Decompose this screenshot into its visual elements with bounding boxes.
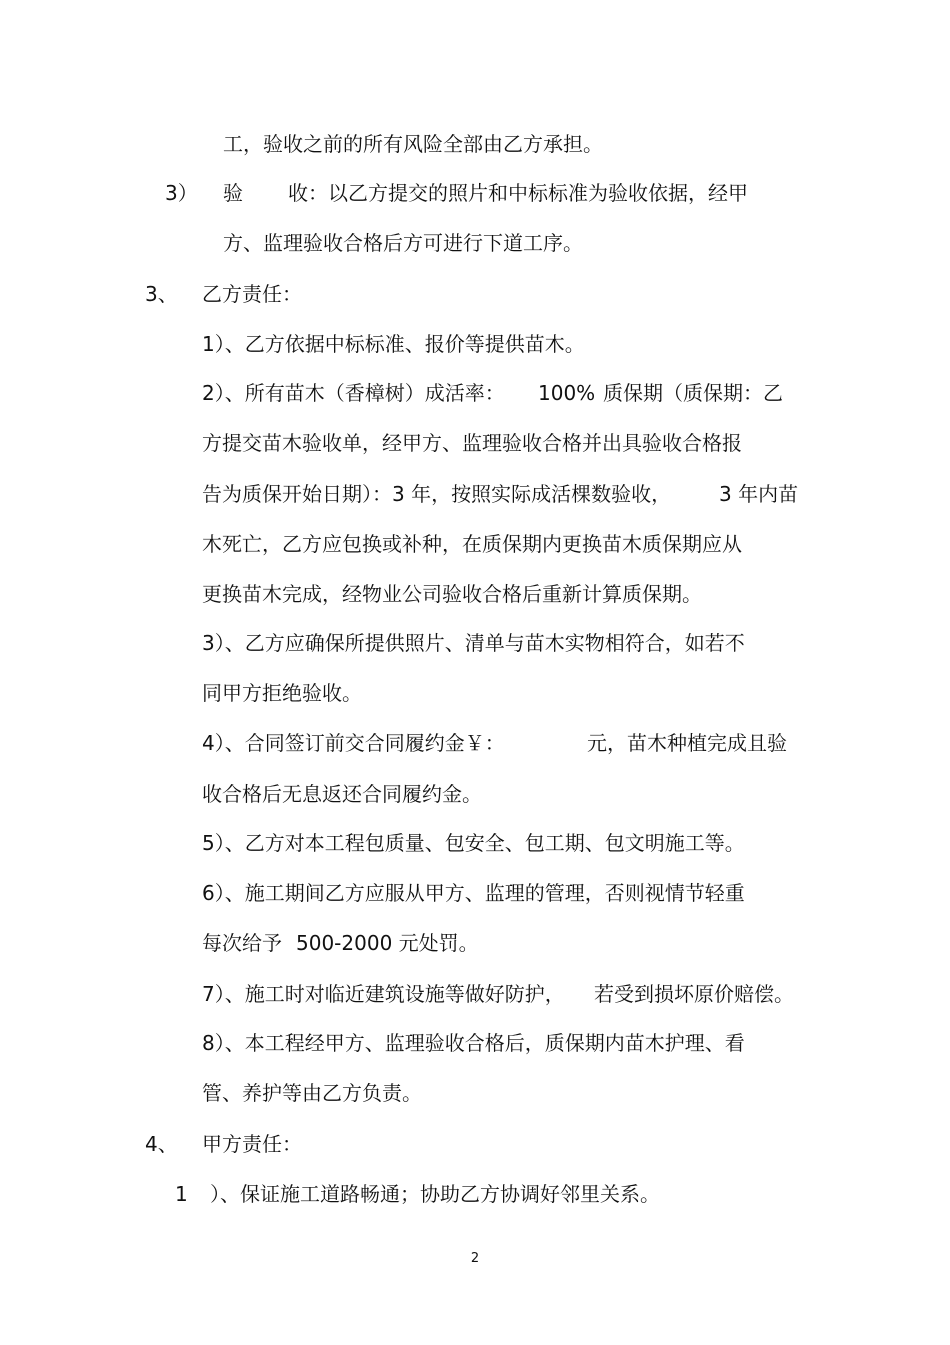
text-line: 3）、乙方应确保所提供照片、清单与苗木实物相符合，如若不 [202,631,745,655]
item-number: 1 [175,1182,188,1206]
section-number: 3、 [145,282,178,306]
text-line: 木死亡，乙方应包换或补种，在质保期内更换苗木质保期应从 [202,532,742,556]
text-line: 验 [223,181,243,205]
text-line: 同甲方拒绝验收。 [202,681,362,705]
text-line: 3 年内苗 [719,482,799,506]
text-line: ）、保证施工道路畅通；协助乙方协调好邻里关系。 [210,1182,660,1206]
text-line: 更换苗木完成，经物业公司验收合格后重新计算质保期。 [202,582,702,606]
text-line: 每次给予 [202,931,282,955]
text-line: 方提交苗木验收单，经甲方、监理验收合格并出具验收合格报 [202,431,742,455]
text-line: 8）、本工程经甲方、监理验收合格后，质保期内苗木护理、看 [202,1031,745,1055]
text-line: 5）、乙方对本工程包质量、包安全、包工期、包文明施工等。 [202,831,745,855]
text-line: 500-2000 元处罚。 [296,931,479,955]
text-line: 质保期（质保期：乙 [603,381,783,405]
text-line: 元，苗木种植完成且验 [587,731,787,755]
section-heading: 甲方责任： [202,1132,302,1156]
text-line: 管、养护等由乙方负责。 [202,1081,422,1105]
text-line: 6）、施工期间乙方应服从甲方、监理的管理，否则视情节轻重 [202,881,745,905]
text-line: 2）、所有苗木（香樟树）成活率： [202,381,505,405]
section-heading: 乙方责任： [202,282,302,306]
page-number: 2 [470,1251,480,1266]
text-line: 告为质保开始日期）：3 年，按照实际成活棵数验收， [202,482,672,506]
text-line: 工，验收之前的所有风险全部由乙方承担。 [223,132,603,156]
text-line: 7）、施工时对临近建筑设施等做好防护， [202,982,565,1006]
text-line: 100% [538,381,596,405]
text-line: 方、监理验收合格后方可进行下道工序。 [223,231,583,255]
section-number: 4、 [145,1132,178,1156]
text-line: 4）、合同签订前交合同履约金￥： [202,731,505,755]
text-line: 若受到损坏原价赔偿。 [594,982,794,1006]
text-line: 1）、乙方依据中标标准、报价等提供苗木。 [202,332,585,356]
text-line: 收：以乙方提交的照片和中标标准为验收依据，经甲 [288,181,748,205]
item-number: 3） [165,181,198,205]
text-line: 收合格后无息返还合同履约金。 [202,782,482,806]
